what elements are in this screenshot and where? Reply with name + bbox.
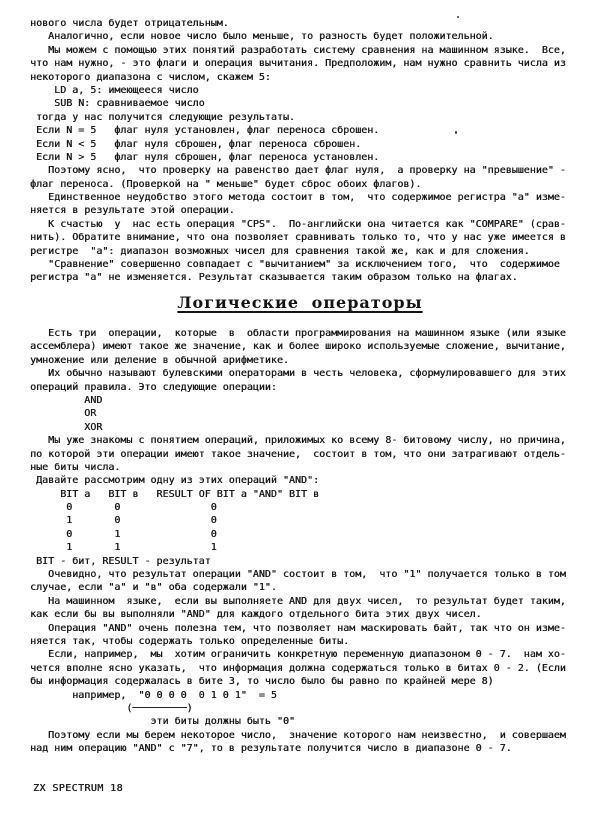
text-line: Если N = 5 флаг нуля установлен, флаг переноса сброшен. (30, 125, 380, 137)
text-line: няется так, чтобы содержать только определенные биты. (30, 635, 350, 647)
text-line: чется вполне ясно указать, что информация должна содержаться только в битах 0 - 2. (Если (30, 662, 566, 674)
text-line: эти биты должны быть "0" (30, 716, 295, 728)
text-line: некоторого диапазона с числом, скажем 5: (30, 71, 271, 83)
text-line: "Сравнение" совершенно совпадает с "вычитанием" за исключением того, что содержимое (30, 259, 560, 271)
text-line: (─────────) (30, 702, 193, 714)
text-line: Мы можем с помощью этих понятий разработать систему сравнения на машинном языке. Все, (30, 44, 566, 56)
text-line: 0 0 0 (30, 502, 217, 514)
text-line: 1 0 0 (30, 515, 217, 527)
text-line: Единственное неудобство этого метода состоит в том, что содержимое регистра "а" изме- (30, 192, 566, 204)
text-line: На машинном языке, если вы выполняете AND для двух чисел, то результат будет таким, (30, 595, 566, 607)
text-line: BIT a BIT в RESULT OF BIT a "AND" BIT в (30, 488, 319, 500)
text-line: Давайте рассмотрим одну из этих операций "AND": (30, 475, 319, 487)
text-line: Если N < 5 флаг нуля сброшен, флаг переноса сброшен. (30, 138, 362, 150)
text-line: Поэтому ясно, что проверку на равенство дает флаг нуля, а проверку на "превышение" - (30, 165, 566, 177)
text-line: OR (30, 408, 97, 420)
text-line: регистре "а": диапазон возможных чисел для сравнения такой же, как и для сложения. (30, 245, 530, 257)
text-line: Есть три операции, которые в области программирования на машинном языке (или языке (30, 328, 566, 339)
text-line: флаг переноса. (Проверкой на " меньше" будет сброс обоих флагов). (30, 178, 422, 190)
text-line: Аналогично, если новое число было меньше, то разность будет положительной. (30, 31, 494, 43)
text-line: случае, если "а" и "в" оба содержали "1". (30, 582, 277, 594)
text-line: Операция "AND" очень полезна тем, что позволяет нам маскировать байт, так что он изме- (30, 622, 566, 634)
text-line: 1 1 1 (30, 542, 217, 554)
text-line: SUB N: сравниваемое число (30, 98, 205, 110)
scan-speck (455, 131, 457, 134)
text-line: Если, например, мы хотим ограничить конкретную переменную диапазоном 0 - 7. нам хо- (30, 649, 566, 661)
text-line: нового числа будет отрицательным. (30, 18, 229, 29)
scan-speck (457, 16, 459, 18)
text-line: 0 1 0 (30, 528, 217, 540)
text-line: например, "0 0 0 0 0 1 0 1" = 5 (30, 689, 277, 701)
text-line: тогда у нас получится следующие результаты. (30, 111, 295, 123)
text-line: Если N > 5 флаг нуля сброшен, флаг переноса установлен. (30, 151, 380, 163)
text-line: ные биты числа. (30, 461, 121, 473)
text-line: что нам нужно, - это флаги и операция вычитания. Предположим, нам нужно сравнить числа из (30, 58, 566, 70)
section-logical-operators-text (30, 327, 566, 756)
text-line: AND (30, 394, 103, 406)
text-line: как если бы вы выполняли "AND" для каждого отдельного бита этих двух чисел. (30, 609, 482, 621)
text-line: К счастью у нас есть операция "CPS". По-английски она читается как "COMPARE" (срав- (30, 218, 566, 230)
text-line: BIT - бит, RESULT - результат (30, 555, 211, 567)
text-line: Очевидно, что результат операции "AND" состоит в том, что "1" получается только в том (30, 569, 566, 581)
text-line: Поэтому если мы берем некоторое число, значение которого нам неизвестно, и совершаем (30, 729, 566, 741)
text-line: XOR (30, 421, 103, 433)
text-line: Мы уже знакомы с понятием операций, приложимых ко всему 8- битовому числу, но причина, (30, 435, 566, 447)
text-line: Их обычно называют булевскими операторами в честь человека, сформулировавшего для этих (30, 368, 566, 380)
text-line: умножение или деление в обычной арифметике. (30, 354, 289, 366)
text-line: ассемблера) имеют такое же значение, как и более широко используемые сложение, вычитание, (30, 341, 566, 353)
text-line: LD a, 5: имеющееся число (30, 84, 199, 96)
text-line: по которой эти операции имеют такое значение, состоит в том, что они затрагивают отдель- (30, 448, 566, 460)
page-footer: ZX SPECTRUM 18 (33, 783, 123, 794)
text-line: регистра "а" не изменяется. Результат сказывается таким образом только на флагах. (30, 272, 518, 284)
text-line: няется в результате этой операции. (30, 205, 235, 217)
text-line: над ним операцию "AND" с "7", то в результате получится число в диапазоне 0 - 7. (30, 743, 512, 755)
section-heading: Логические операторы (177, 293, 423, 312)
section-comparison-text (30, 17, 566, 285)
text-line: нить). Обратите внимание, что она позволяет сравнивать только то, что у нас уже имеется в (30, 232, 566, 244)
text-line: операций правила. Это следующие операции: (30, 381, 277, 393)
text-line: бы информация содержалась в бите 3, то число было бы равно по крайней мере 8) (30, 676, 494, 688)
